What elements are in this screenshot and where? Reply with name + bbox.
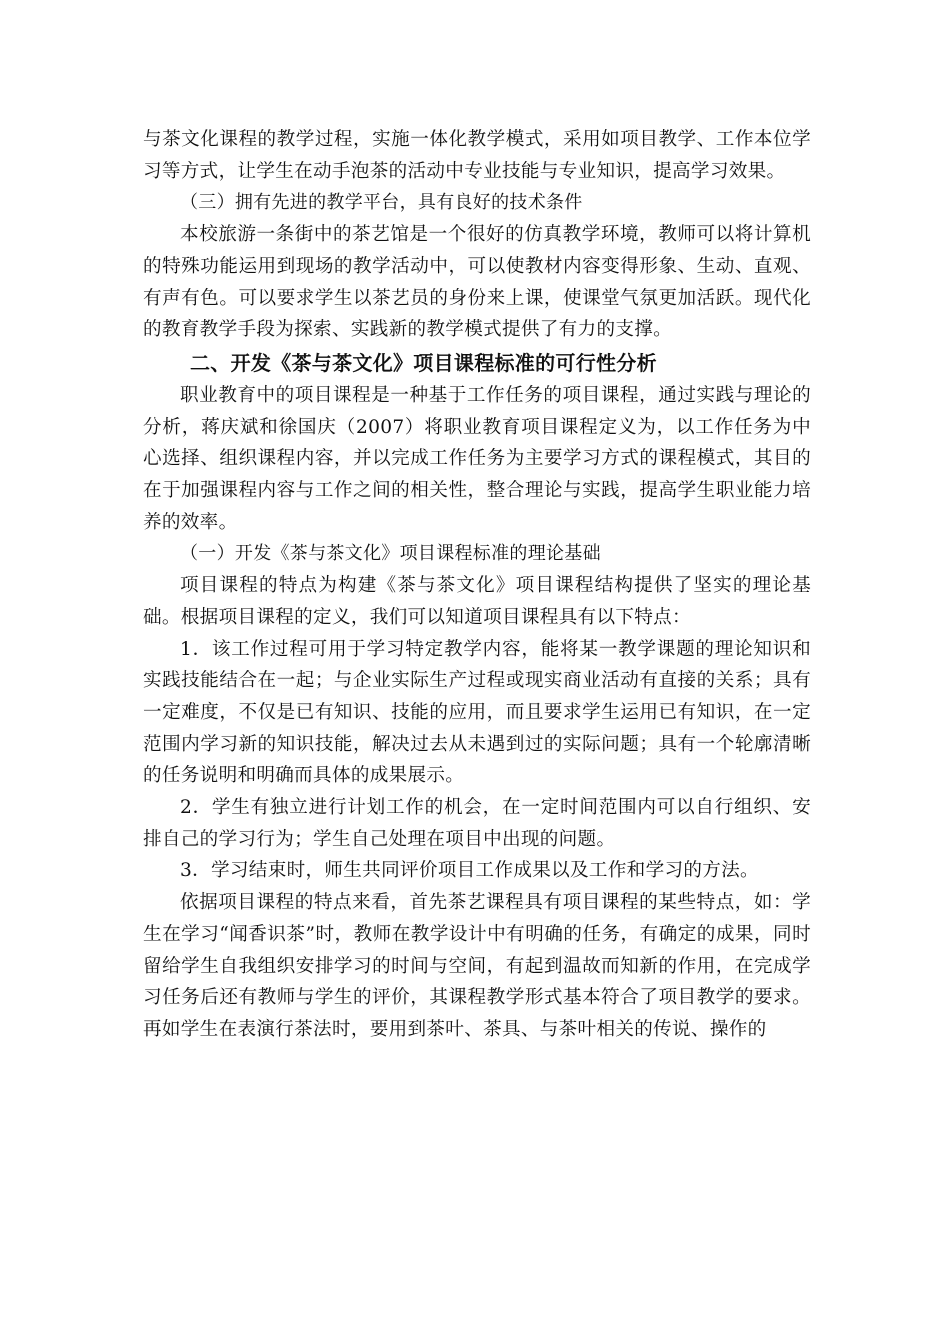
list-item-3: 3．学习结束时，师生共同评价项目工作成果以及工作和学习的方法。 <box>180 860 759 882</box>
list-item-1: 1．该工作过程可用于学习特定教学内容，能将某一教学课题的理论知识和实践技能结合在一起；与企业实际生产过程或现实商业活动有直接的关系；具有一定难度，不仅是已有知识、技能的应用，而且要求学生运用已有知识，在一定范围内学习新的知识技能，解决过去从未遇到过的实际问题；具有一个轮廓清晰的任务说明和明确而具体的成果展示。 <box>143 638 811 787</box>
paragraph-tea-course-analysis: 依据项目课程的特点来看，首先茶艺课程具有项目课程的某些特点，如：学生在学习“闻香识茶”时，教师在教学设计中有明确的任务，有确定的成果，同时留给学生自我组织安排学习的时间与空间，有起到温故而知新的作用，在完成学习任务后还有教师与学生的评价，其课程教学形式基本符合了项目教学的要求。再如学生在表演行茶法时，要用到茶叶、茶具、与茶叶相关的传说、操作的 <box>143 892 811 1040</box>
subheading-teaching-platform: （三）拥有先进的教学平台，具有良好的技术条件 <box>180 192 583 214</box>
paragraph-tea-house: 本校旅游一条街中的茶艺馆是一个很好的仿真教学环境，教师可以将计算机的特殊功能运用到现场的教学活动中，可以使教材内容变得形象、生动、直观、有声有色。可以要求学生以茶艺员的身份来上课，使课堂气氛更加活跃。现代化的教育教学手段为探索、实践新的教学模式提供了有力的支撑。 <box>143 224 811 341</box>
paragraph-curriculum-features: 项目课程的特点为构建《茶与茶文化》项目课程结构提供了坚实的理论基础。根据项目课程的定义，我们可以知道项目课程具有以下特点： <box>143 575 811 628</box>
document-body <box>143 124 811 1046</box>
list-item-2: 2．学生有独立进行计划工作的机会，在一定时间范围内可以自行组织、安排自己的学习行为；学生自己处理在项目中出现的问题。 <box>143 797 811 850</box>
paragraph-project-curriculum: 职业教育中的项目课程是一种基于工作任务的项目课程，通过实践与理论的分析，蒋庆斌和徐国庆（2007）将职业教育项目课程定义为，以工作任务为中心选择、组织课程内容，并以完成工作任务为主要学习方式的课程模式，其目的在于加强课程内容与工作之间的相关性，整合理论与实践，提高学生职业能力培养的效率。 <box>143 384 811 533</box>
subheading-theory-basis: （一）开发《茶与茶文化》项目课程标准的理论基础 <box>180 543 601 565</box>
section-heading-feasibility: 二、开发《茶与茶文化》项目课程标准的可行性分析 <box>190 350 657 375</box>
paragraph-teaching-process: 与茶文化课程的教学过程，实施一体化教学模式，采用如项目教学、工作本位学习等方式，让学生在动手泡茶的活动中专业技能与专业知识，提高学习效果。 <box>143 129 811 182</box>
